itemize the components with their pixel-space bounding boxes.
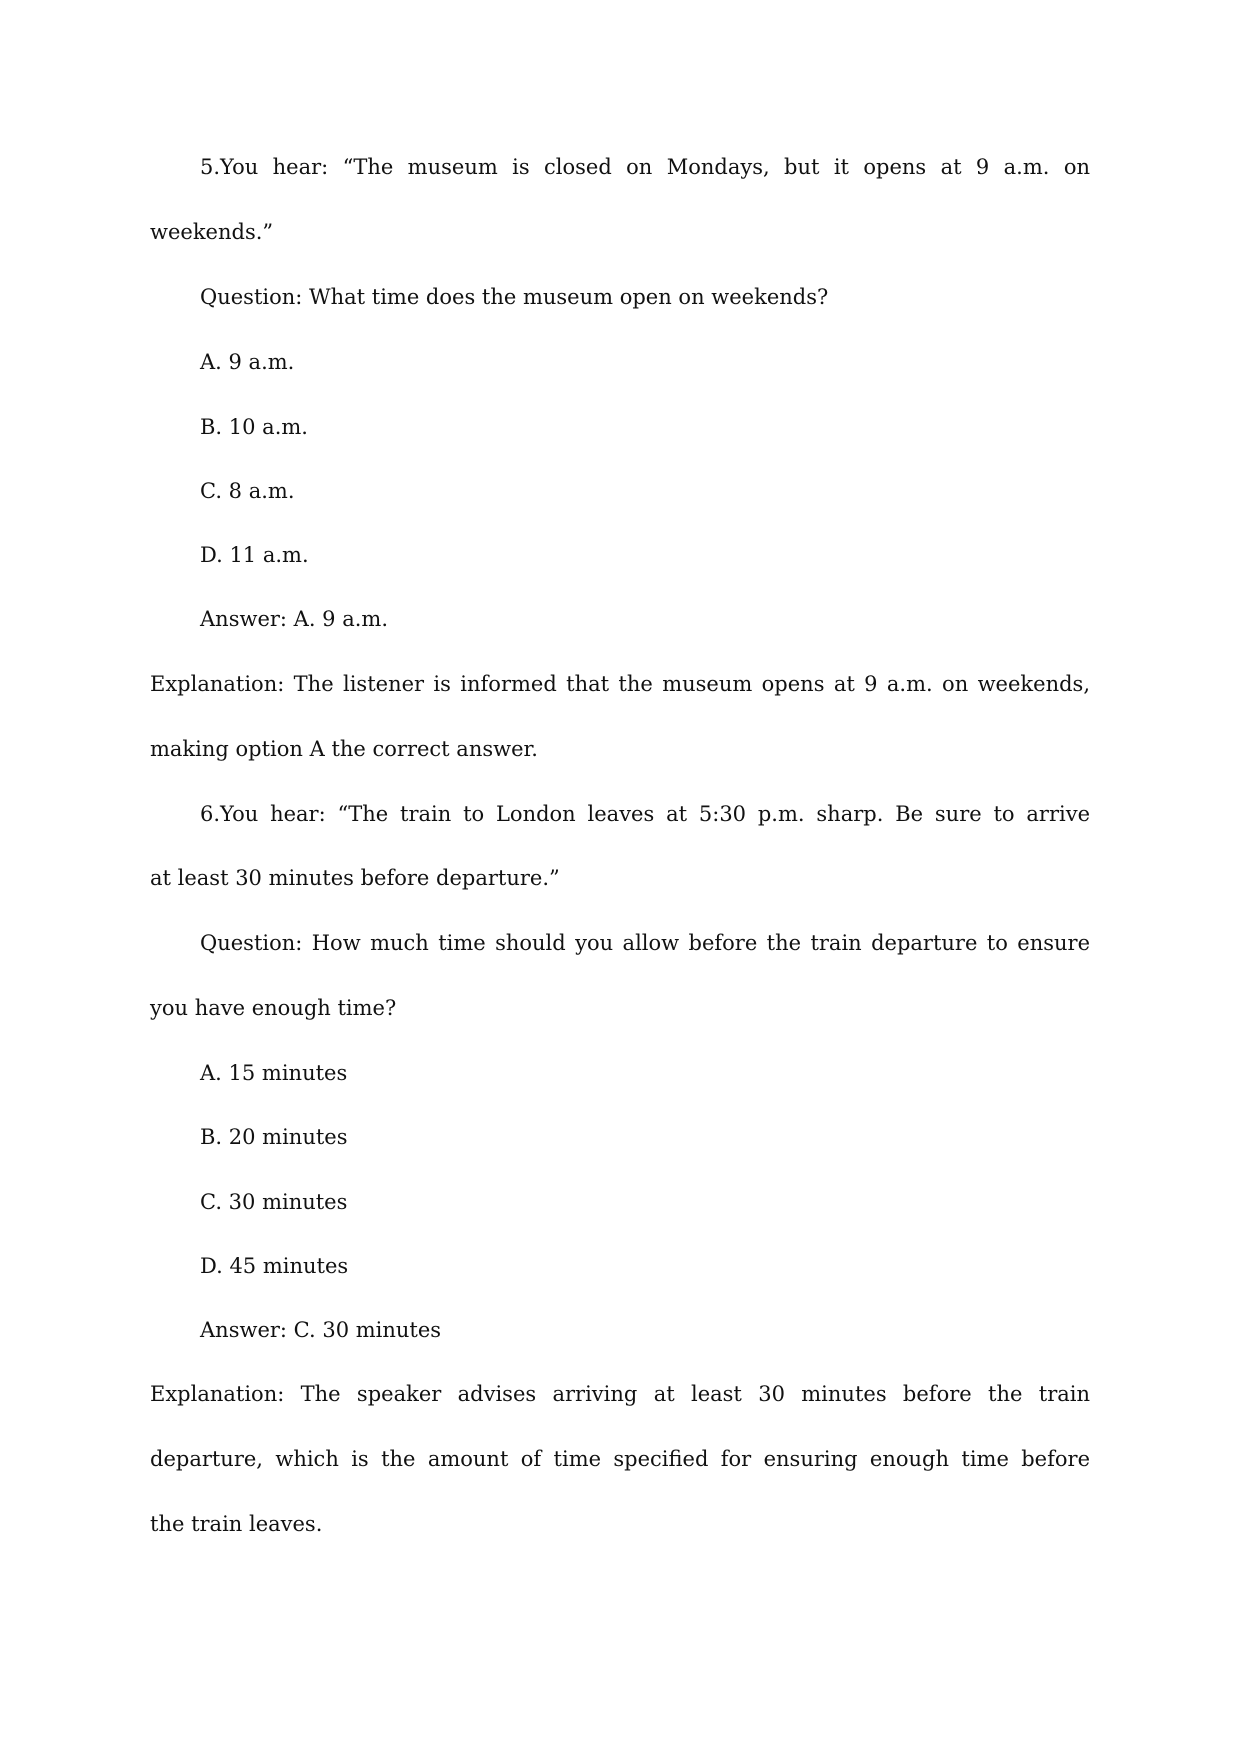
question-6-answer: Answer: C. 30 minutes	[200, 1318, 442, 1342]
question-6-option-c: C. 30 minutes	[200, 1190, 348, 1214]
question-5-explanation-line-1: Explanation: The listener is informed that the museum opens at 9 a.m. on weekends,	[150, 672, 1090, 696]
question-5-explanation-line-2: making option A the correct answer.	[150, 737, 538, 761]
question-5-prompt-line-2: weekends.”	[150, 220, 274, 244]
question-6-option-b: B. 20 minutes	[200, 1125, 348, 1149]
question-6-question-line-2: you have enough time?	[150, 996, 397, 1020]
question-6-prompt-line-2: at least 30 minutes before departure.”	[150, 866, 560, 890]
question-5-question: Question: What time does the museum open on weekends?	[200, 285, 829, 309]
question-5-option-b: B. 10 a.m.	[200, 415, 308, 439]
question-5-option-d: D. 11 a.m.	[200, 543, 309, 567]
question-6-explanation-line-3: the train leaves.	[150, 1512, 323, 1536]
question-6-option-d: D. 45 minutes	[200, 1254, 349, 1278]
question-5-prompt-line-1: 5.You hear: “The museum is closed on Mondays, but it opens at 9 a.m. on	[200, 155, 1090, 179]
question-5-answer: Answer: A. 9 a.m.	[200, 607, 388, 631]
question-6-explanation-line-1: Explanation: The speaker advises arriving at least 30 minutes before the train	[150, 1382, 1090, 1406]
question-6-question-line-1: Question: How much time should you allow before the train departure to ensure	[200, 931, 1090, 955]
question-5-option-a: A. 9 a.m.	[200, 350, 295, 374]
question-6-explanation-line-2: departure, which is the amount of time specified for ensuring enough time before	[150, 1447, 1090, 1471]
question-6-prompt-line-1: 6.You hear: “The train to London leaves at 5:30 p.m. sharp. Be sure to arrive	[200, 802, 1090, 826]
question-6-option-a: A. 15 minutes	[200, 1061, 348, 1085]
question-5-option-c: C. 8 a.m.	[200, 479, 295, 503]
